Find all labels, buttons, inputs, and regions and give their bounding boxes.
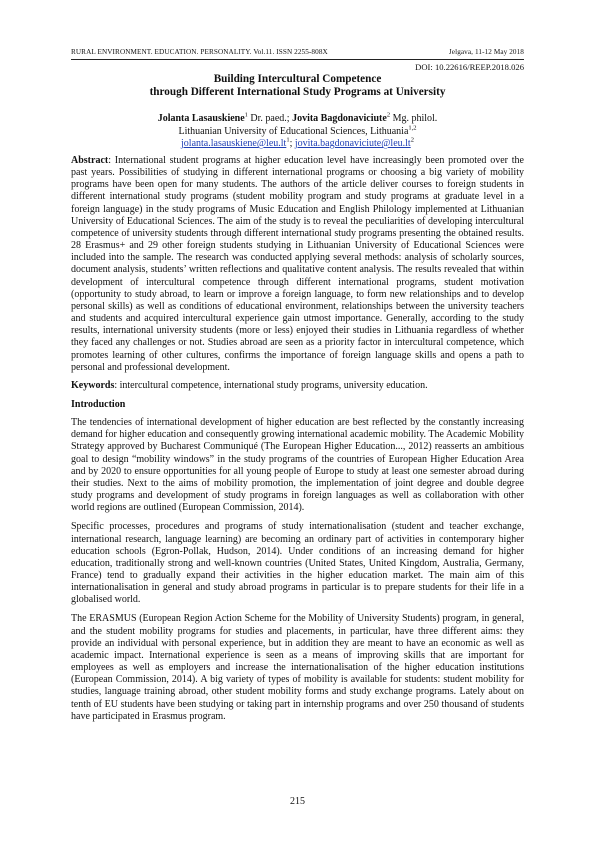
title-line-2: through Different International Study Programs at University [149, 86, 446, 99]
abstract [71, 155, 524, 374]
intro-paragraph-2: Specific processes, procedures and programs of study internationalisation (student and teacher exchange, international research, language learning) are becoming an ordinary part of activities in contemporary higher education schools (Egron-Pollak, Hudson, 2014). Under conditions of an increasing demand for higher education, traditionally strong and well-known countries (United States, United Kingdom, Australia, Germany, France) tend to gradually expand their activities in the higher education market. The main aim of this internationalisation in general and study abroad programs in particular is to prepare students for their life in a globalised world. [71, 521, 524, 606]
journal-name: RURAL ENVIRONMENT. EDUCATION. PERSONALITY. Vol.11. ISSN 2255-808X [71, 48, 328, 56]
intro-paragraph-3: The ERASMUS (European Region Action Scheme for the Mobility of University Students) program, in general, and the student mobility programs for studies and placements, in particular, have three different aims: they provide an individual with personal experience, but in addition they are meant to have an economic as well as academic impact. International experience is seen as a means of improving skills that are important for employees as well as employers and increase the internationalisation of the higher education institutions (European Commission, 2014). A big variety of types of mobility is available for students: student mobility for studies, language training abroad, other student mobility forms and study exchange programs. Lately about on tenth of EU students have been studying or taking part in internship programs and over 250 thousand of students have participated in Erasmus program. [71, 613, 524, 722]
author-1-name: Jolanta Lasauskiene [157, 113, 245, 124]
page-number: 215 [290, 796, 305, 807]
affiliation [71, 126, 524, 139]
article-body [71, 155, 524, 730]
author-2-name: Jovita Bagdonaviciute [292, 113, 387, 124]
author-1-degree: Dr. paed.; [247, 113, 293, 124]
abstract-label: Abstract [71, 155, 109, 166]
email-separator: ; [289, 138, 295, 150]
author-2-sup: 2 [386, 111, 391, 119]
email-link-1[interactable]: jolanta.lasauskiene@leu.lt [181, 138, 287, 150]
conference-date: Jelgava, 11-12 May 2018 [448, 48, 524, 56]
email-link-2[interactable]: jovita.bagdonaviciute@leu.lt [294, 138, 411, 150]
title-line-1: Building Intercultural Competence [213, 73, 382, 85]
affiliation-text: Lithuanian University of Educational Sciences, Lithuania [178, 125, 409, 137]
abstract-text: : International student programs at higher education level have increasingly been promoted over the past years. Possibilities of studying in different international programs or choosing a big variety of mobility programs have been open for many students. The authors of the article deliver courses to foreign students in different international study programs (student mobility program and study programs at graduate level in a foreign language) in the study programs of Music Education and English Philology implemented at Lithuanian University of Educational Sciences. The aim of the study is to reveal the peculiarities of developing intercultural competence of university students through different international study programs presenting the obtained results. 28 Erasmus+ and 29 other foreign students studying in Lithuanian University of Educational Sciences were included into the sample. The research was conducted applying several methods: analysis of scholarly sources, document analysis, students’ written reflections and qualitative content analysis. The results revealed that within development of intercultural competence through different international programs, student motivation (opportunity to study abroad, to learn or improve a foreign language, to form new relationships and to develop personal skills) as well as conditions of educational environment, relationships between the university teachers and students and acquired intercultural experience gain utmost importance. Generally, according to the study results, international university students (more or less) enjoyed their studies in Lithuania regardless of whether they faced any challenges or not. Studies abroad are seen as a priority factor in intercultural competence, which promotes learning of other cultures, confirms the importance of foreign language skills and opens a path to personal and professional development. [71, 155, 524, 373]
header-rule [71, 59, 524, 60]
affiliation-sup: 1,2 [408, 124, 417, 132]
section-heading-introduction: Introduction [71, 398, 126, 410]
email-2-sup: 2 [410, 136, 414, 144]
article-title [71, 73, 524, 100]
author-2-degree: Mg. philol. [390, 113, 438, 124]
keywords-text: : intercultural competence, international study programs, university education. [114, 379, 428, 391]
email-1-sup: 1 [286, 136, 290, 144]
author-block [71, 113, 524, 151]
intro-paragraph-1: The tendencies of international development of higher education are best reflected by the constantly increasing demand for higher education and consequently growing international academic mobility. The Academic Mobility Strategy approved by Bucharest Communiqué (The European Higher Education..., 2012) reasserts an ambitious goal to design “mobility windows” in the study programs of the countries of European Higher Education Area and by 2020 to ensure opportunities for all young people of Europe to study at least one semester abroad during their studies. Next to the aims of mobility promotion, the implementation of joint degree and double degree study programs and development of study programs in foreign languages as well as collaboration with other world regions are outlined (European Commission, 2014). [71, 417, 524, 514]
author-1-sup: 1 [244, 111, 248, 119]
doi: DOI: 10.22616/REEP.2018.026 [415, 62, 524, 72]
author-names [71, 113, 524, 126]
running-header [71, 48, 524, 56]
keywords [71, 380, 524, 392]
emails [71, 138, 524, 151]
keywords-label: Keywords [71, 379, 115, 391]
